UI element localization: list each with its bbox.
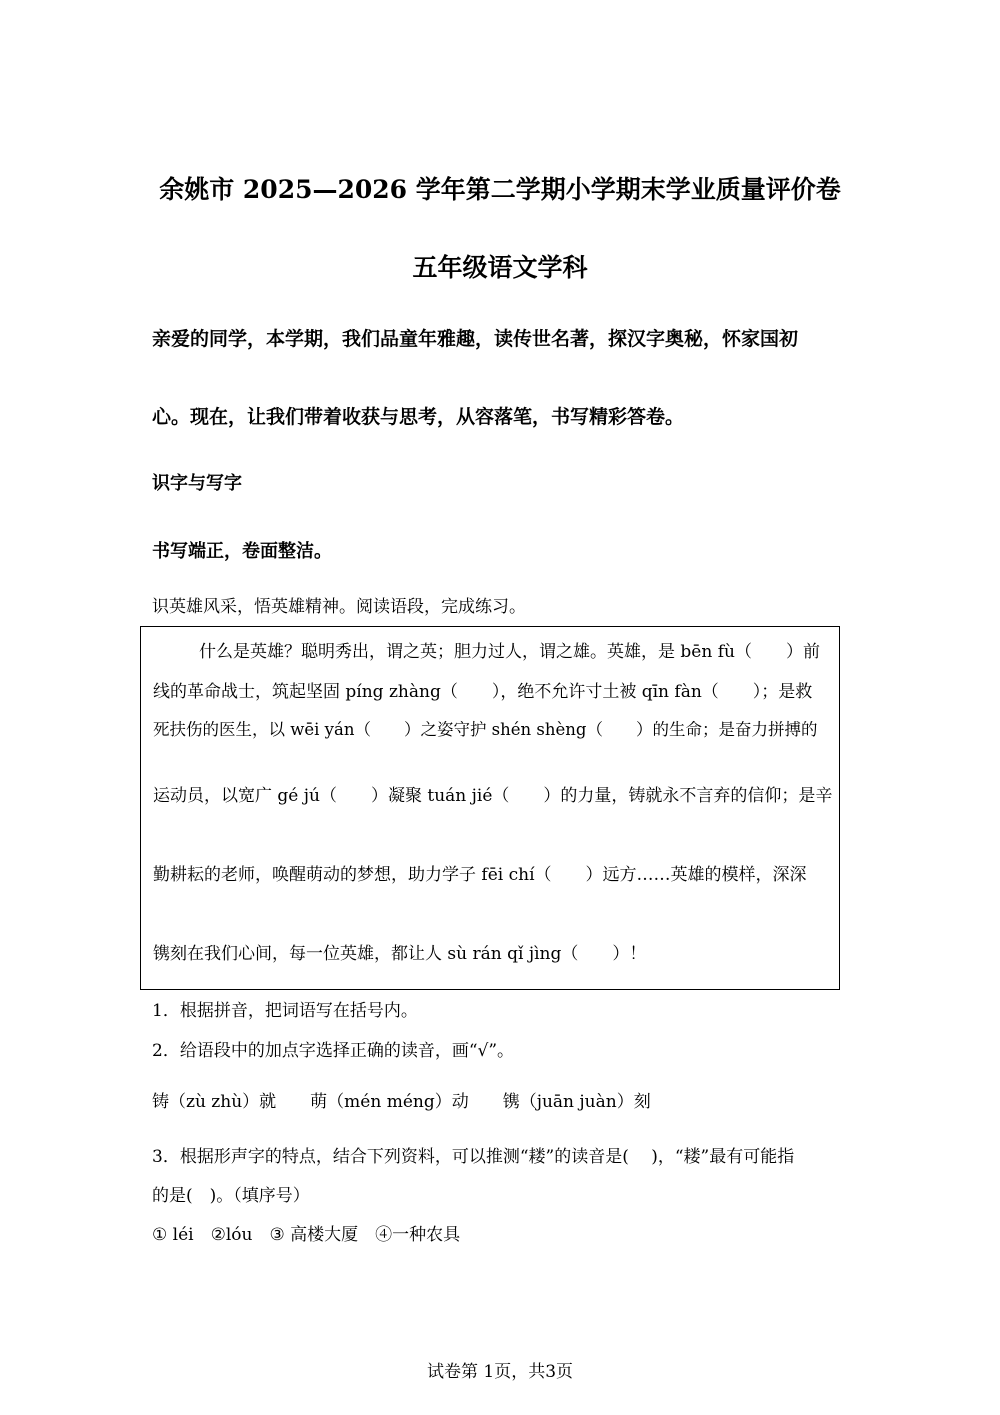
exam-subtitle: 五年级语文学科 — [412, 253, 588, 282]
passage-line-3: 死扶伤的医生，以 wēi yán（ ）之姿守护 shén shèng（ ）的生命；是奋力拼搏的 — [153, 720, 818, 739]
intro-line-1: 亲爱的同学，本学期，我们品童年雅趣，读传世名著，探汉字奥秘，怀家国初 — [152, 328, 799, 350]
passage-box — [140, 626, 840, 990]
exam-title: 余姚市 2025—2026 学年第二学期小学期末学业质量评价卷 — [159, 175, 841, 204]
passage-line-2: 线的革命战士，筑起坚固 píng zhàng（ ），绝不允许寸土被 qīn fàn（ ）；是救 — [153, 682, 813, 702]
section-instruction: 识英雄风采，悟英雄精神。阅读语段，完成练习。 — [152, 597, 526, 617]
question-2-options: 铸（zù zhù）就 萌（mén méng）动 镌（juān juàn）刻 — [152, 1092, 651, 1112]
passage-line-1: 什么是英雄？聪明秀出，谓之英；胆力过人，谓之雄。英雄，是 bēn fù（ ）前 — [199, 642, 820, 662]
passage-line-4: 运动员，以宽广 gé jú（ ）凝聚 tuán jié（ ）的力量，铸就永不言弃的信仰；是辛 — [153, 786, 833, 806]
question-3-line-1: 3．根据形声字的特点，结合下列资料，可以推测“耧”的读音是( )，“耧”最有可能指 — [152, 1147, 795, 1167]
passage-line-5: 勤耕耘的老师，唤醒萌动的梦想，助力学子 fēi chí（ ）远方……英雄的模样，深深 — [153, 865, 807, 885]
question-1: 1．根据拼音，把词语写在括号内。 — [152, 1001, 418, 1021]
question-2: 2．给语段中的加点字选择正确的读音，画“√”。 — [152, 1041, 515, 1061]
section-note: 书写端正，卷面整洁。 — [152, 541, 332, 562]
section-heading: 识字与写字 — [152, 473, 242, 494]
intro-line-2: 心。现在，让我们带着收获与思考，从容落笔，书写精彩答卷。 — [152, 406, 685, 428]
page-number: 试卷第 1页，共3页 — [426, 1362, 574, 1382]
question-3-options: ① léi ②lóu ③ 高楼大厦 ④一种农具 — [152, 1225, 461, 1245]
question-3-line-2: 的是( )。（填序号） — [152, 1186, 310, 1206]
passage-line-6: 镌刻在我们心间，每一位英雄，都让人 sù rán qǐ jìng（ ）！ — [153, 944, 647, 964]
